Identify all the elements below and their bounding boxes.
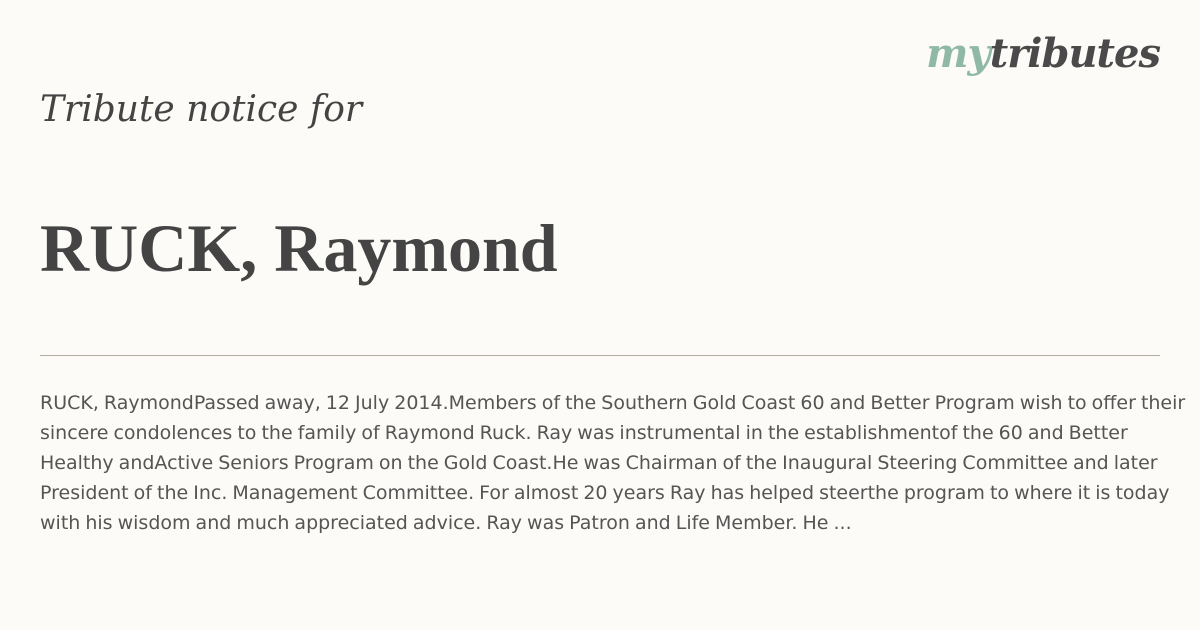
logo-suffix: tributes xyxy=(989,30,1160,77)
notice-excerpt: RUCK, RaymondPassed away, 12 July 2014.Members of the Southern Gold Coast 60 and Better Program wish to offer their sincere condolences to the family of Raymond Ruck. Ray was instrumental in the establishmentof the 60 and Better Healthy andActive Seniors Program on the Gold Coast.He was Chairman of the Inaugural Steering Committee and later President of the Inc. Management Committee. For almost 20 years Ray has helped steerthe program to where it is today with his wisdom and much appreciated advice. Ray was Patron and Life Member. He ... xyxy=(40,392,1186,534)
logo-prefix: my xyxy=(926,30,990,77)
divider xyxy=(40,355,1160,356)
deceased-name: RUCK, Raymond xyxy=(40,210,558,286)
mytributes-logo xyxy=(926,30,1160,78)
tribute-notice-kicker: Tribute notice for xyxy=(40,89,363,130)
